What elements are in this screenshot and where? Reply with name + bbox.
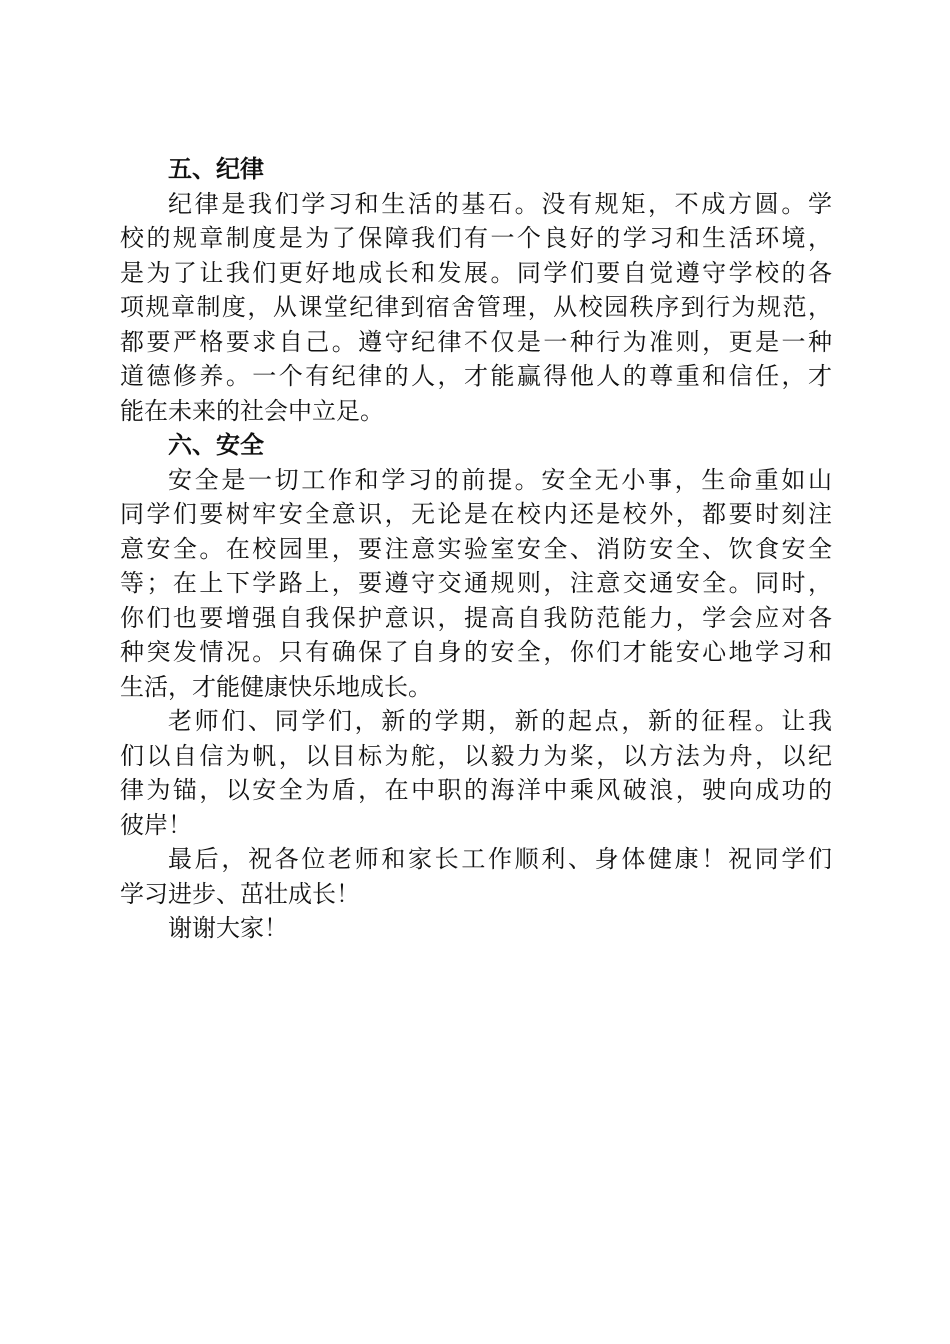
section-heading-safety: 六、安全 (168, 430, 264, 459)
paragraph-line: 最后，祝各位老师和家长工作顺利、身体健康！祝同学们 (168, 845, 832, 873)
paragraph-line: 安全是一切工作和学习的前提。安全无小事，生命重如山 (168, 465, 832, 494)
paragraph-line: 道德修养。一个有纪律的人，才能赢得他人的尊重和信任，才 (120, 362, 832, 390)
paragraph-line: 律为锚，以安全为盾，在中职的海洋中乘风破浪，驶向成功的 (120, 776, 832, 804)
paragraph-closing-thanks (120, 911, 832, 946)
paragraph-line: 校的规章制度是为了保障我们有一个良好的学习和生活环境， (120, 224, 832, 252)
paragraph-line: 彼岸！ (120, 810, 192, 839)
paragraph-line: 种突发情况。只有确保了自身的安全，你们才能安心地学习和 (120, 638, 832, 666)
paragraph-line: 纪律是我们学习和生活的基石。没有规矩，不成方圆。学 (168, 189, 832, 218)
paragraph-line: 生活，才能健康快乐地成长。 (120, 672, 432, 701)
paragraph-closing-vision (120, 704, 832, 842)
paragraph-line: 是为了让我们更好地成长和发展。同学们要自觉遵守学校的各 (120, 258, 832, 287)
paragraph-line: 项规章制度，从课堂纪律到宿舍管理，从校园秩序到行为规范， (120, 293, 832, 321)
paragraph-line: 都要严格要求自己。遵守纪律不仅是一种行为准则，更是一种 (120, 327, 832, 356)
paragraph-safety (120, 463, 832, 705)
paragraph-closing-wishes (120, 842, 832, 911)
paragraph-line: 等；在上下学路上，要遵守交通规则，注意交通安全。同时， (120, 569, 832, 597)
paragraph-line: 谢谢大家！ (168, 914, 288, 942)
paragraph-line: 们以自信为帆，以目标为舵，以毅力为桨，以方法为舟，以纪 (120, 741, 832, 770)
paragraph-line: 意安全。在校园里，要注意实验室安全、消防安全、饮食安全 (120, 534, 832, 563)
paragraph-line: 学习进步、茁壮成长！ (120, 879, 360, 908)
paragraph-discipline (120, 187, 832, 429)
document-body (120, 152, 832, 946)
paragraph-line: 能在未来的社会中立足。 (120, 396, 384, 425)
paragraph-line: 同学们要树牢安全意识，无论是在校内还是校外，都要时刻注 (120, 500, 832, 528)
paragraph-line: 你们也要增强自我保护意识，提高自我防范能力，学会应对各 (120, 603, 832, 632)
paragraph-line: 老师们、同学们，新的学期，新的起点，新的征程。让我 (168, 707, 832, 735)
section-heading-discipline: 五、纪律 (168, 154, 264, 183)
